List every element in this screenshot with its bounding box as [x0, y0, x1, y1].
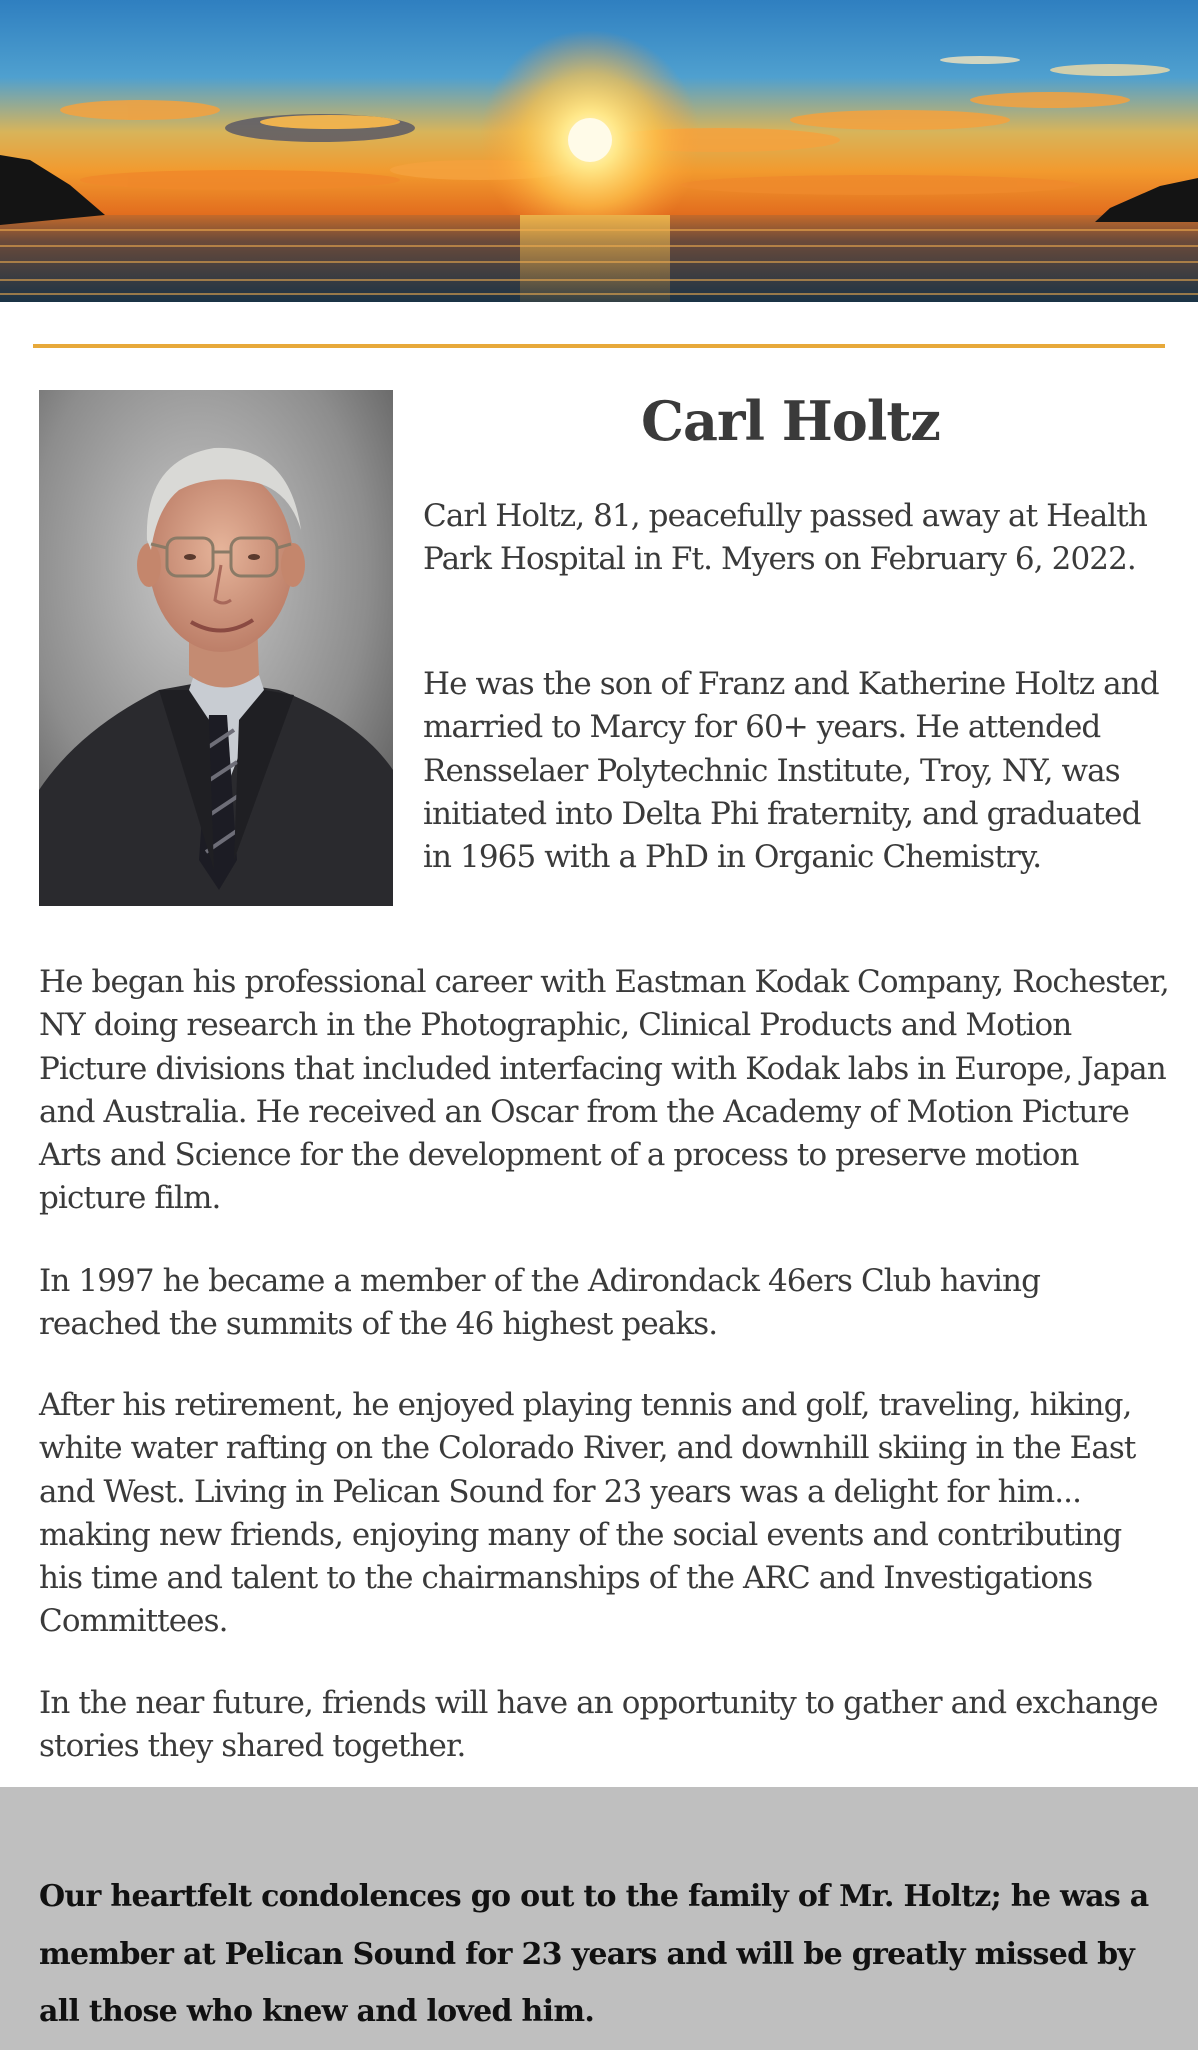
- obituary-paragraph: In the near future, friends will have an opportunity to gather and exchange stories they shared together.: [39, 1685, 1158, 1765]
- condolence-message: Our heartfelt condolences go out to the family of Mr. Holtz; he was a member at Pelican Sound for 23 years and will be greatly missed by all those who knew and loved him.: [39, 1879, 1149, 2029]
- header-banner-image: [0, 0, 1198, 302]
- obituary-paragraph: Carl Holtz, 81, peacefully passed away at Health Park Hospital in Ft. Myers on February 6, 2022.: [423, 498, 1147, 578]
- portrait-photo: [39, 390, 393, 906]
- obituary-paragraph: He was the son of Franz and Katherine Holtz and married to Marcy for 60+ years. He attended Rensselaer Polytechnic Institute, Troy, NY, was initiated into Delta Phi fraternity, and graduated in 1965 with a PhD in Organic Chemistry.: [423, 666, 1159, 876]
- obituary-paragraph: After his retirement, he enjoyed playing tennis and golf, traveling, hiking, white water rafting on the Colorado River, and downhill skiing in the East and West. Living in Pelican Sound for 23 years was a delight for him... making new friends, enjoying many of the social events and contributing his time and talent to the chairmanships of the ARC and Investigations Committees.: [39, 1387, 1136, 1640]
- obituary-paragraph: In 1997 he became a member of the Adirondack 46ers Club having reached the summits of the 46 highest peaks.: [39, 1263, 1041, 1343]
- obituary-paragraph: He began his professional career with Eastman Kodak Company, Rochester, NY doing research in the Photographic, Clinical Products and Motion Picture divisions that included interfacing with Kodak labs in Europe, Japan and Australia. He received an Oscar from the Academy of Motion Picture Arts and Science for the development of a process to preserve motion picture film.: [39, 964, 1169, 1217]
- obituary-name-heading: Carl Holtz: [641, 389, 940, 453]
- gold-divider-line: [33, 344, 1165, 348]
